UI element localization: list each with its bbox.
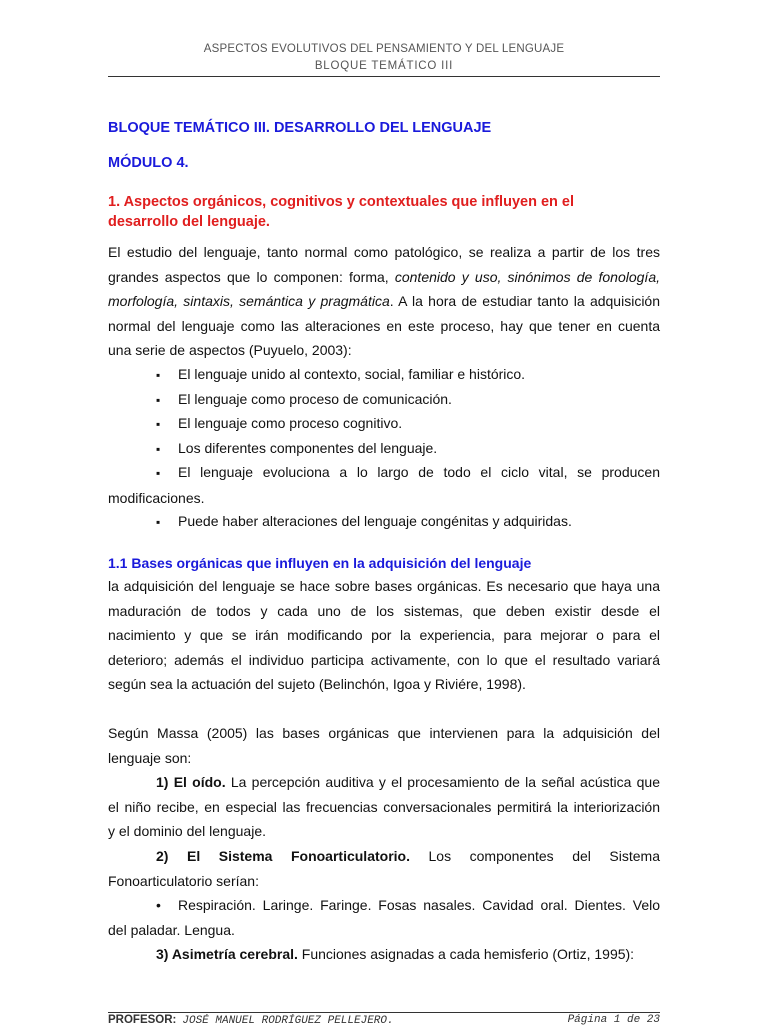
intro-line-3-italic: morfología, sintaxis, semántica y pragmática [108, 293, 390, 309]
running-header-title: ASPECTOS EVOLUTIVOS DEL PENSAMIENTO Y DEL LENGUAJE [203, 43, 565, 55]
item-3-bold: 3) Asimetría cerebral. [156, 946, 298, 962]
intro-line-2 [108, 265, 660, 290]
page-number: Página 1 de 23 [567, 1014, 660, 1026]
square-bullet-icon [108, 436, 178, 462]
item-1-oido [108, 770, 660, 844]
item-3-text: Funciones asignadas a cada hemisferio (Ortiz, 1995): [297, 946, 635, 962]
square-bullet-icon [108, 362, 178, 388]
module-heading: MÓDULO 4. [108, 155, 189, 171]
header-divider [108, 76, 660, 77]
list-item [108, 387, 660, 413]
item-2-text: Los componentes del Sistema [409, 848, 660, 864]
list-item-text: El lenguaje evoluciona a lo largo de todo el ciclo vital, se producen [178, 464, 660, 480]
list-item-continuation: modificaciones. [108, 489, 205, 506]
intro-line-5: una serie de aspectos (Puyuelo, 2003): [108, 342, 352, 358]
section-1-intro [108, 240, 660, 363]
intro-line-3 [108, 289, 660, 314]
bullet-dot-icon: • [156, 897, 161, 913]
item-2-line-1 [108, 844, 660, 869]
intro-line-2-a: grandes aspectos que lo componen: forma, [108, 268, 395, 285]
intro-line-2-italic: contenido y uso, sinónimos de fonología, [394, 268, 660, 285]
document-title: BLOQUE TEMÁTICO III. DESARROLLO DEL LENGUAJE [108, 120, 492, 136]
footer-author: JOSÉ MANUEL RODRÍGUEZ PELLEJERO. [182, 1015, 394, 1026]
paragraph-line: lenguaje son: [108, 749, 192, 766]
list-item-text: Los diferentes componentes del lenguaje. [178, 439, 438, 456]
list-item-line [108, 460, 660, 486]
bullet-text: Respiración. Laringe. Faringe. Fosas nasales. Cavidad oral. Dientes. Velo [178, 897, 660, 913]
square-bullet-icon [108, 509, 178, 535]
item-2-line-2: Fonoarticulatorio serían: [108, 872, 259, 889]
item-1-bold: 1) El oído. [156, 774, 226, 790]
item-2-bullet-line-2: del paladar. Lengua. [108, 921, 235, 938]
square-bullet-icon [108, 460, 178, 486]
list-item [108, 460, 660, 510]
footer-divider [108, 1012, 660, 1013]
list-item-text: Puede haber alteraciones del lenguaje congénitas y adquiridas. [178, 513, 572, 529]
massa-paragraph [108, 721, 660, 770]
paragraph-line: la adquisición del lenguaje se hace sobre bases orgánicas. Es necesario que haya una [108, 578, 660, 594]
item-2-bullet [108, 893, 660, 942]
item-1-line-2: el niño recibe, en especial las frecuencias conversacionales permitirá la interiorización [108, 798, 660, 815]
item-1-line-3: y el dominio del lenguaje. [108, 823, 266, 839]
intro-line-1: El estudio del lenguaje, tanto normal como patológico, se realiza a partir de los tres [108, 244, 660, 260]
list-item-text: El lenguaje como proceso de comunicación. [178, 390, 452, 407]
list-item-text: El lenguaje como proceso cognitivo. [178, 415, 403, 431]
item-2-bold: 2) El Sistema Fonoarticulatorio. [156, 848, 410, 864]
paragraph-line: maduración de todos y cada uno de los sistemas, que deben existir desde el [108, 602, 660, 619]
section-1-heading-line1: 1. Aspectos orgánicos, cognitivos y contextuales que influyen en el [108, 194, 574, 210]
list-item [108, 436, 660, 462]
list-item-text: El lenguaje unido al contexto, social, familiar e histórico. [178, 366, 526, 382]
list-item [108, 362, 660, 388]
item-3-line-1 [108, 942, 660, 967]
intro-line-3-b: . A la hora de estudiar tanto la adquisición [389, 293, 660, 309]
section-1-heading-line2: desarrollo del lenguaje. [108, 214, 270, 230]
running-header-subtitle: BLOQUE TEMÁTICO III [314, 60, 454, 72]
square-bullet-icon [108, 387, 178, 413]
list-item [108, 509, 660, 535]
paragraph-line: según sea la actuación del sujeto (Belinchón, Igoa y Riviére, 1998). [108, 676, 526, 692]
item-2-bullet-line-1 [108, 893, 660, 918]
footer-label: PROFESOR: [108, 1014, 177, 1026]
section-1-1-paragraph [108, 574, 660, 697]
paragraph-line: Según Massa (2005) las bases orgánicas que intervienen para la adquisición del [108, 725, 660, 741]
paragraph-line: nacimiento y que se irán modificando por la experiencia, para mejorar o para el [108, 627, 660, 643]
section-1-heading [108, 192, 660, 232]
section-1-1-heading: 1.1 Bases orgánicas que influyen en la adquisición del lenguaje [108, 555, 532, 571]
item-1-text: La percepción auditiva y el procesamiento de la señal acústica que [225, 774, 661, 790]
list-item [108, 411, 660, 437]
intro-line-4: normal del lenguaje como las alteraciones en este proceso, hay que tener en cuenta [108, 317, 660, 334]
item-1-line-1 [108, 770, 660, 795]
item-3-asimetria [108, 942, 660, 967]
square-bullet-icon [108, 411, 178, 437]
item-2-fonoarticulatorio [108, 844, 660, 893]
paragraph-line: deterioro; además el individuo participa activamente, con lo que el resultado variará [108, 651, 660, 668]
page-footer [108, 1014, 660, 1026]
